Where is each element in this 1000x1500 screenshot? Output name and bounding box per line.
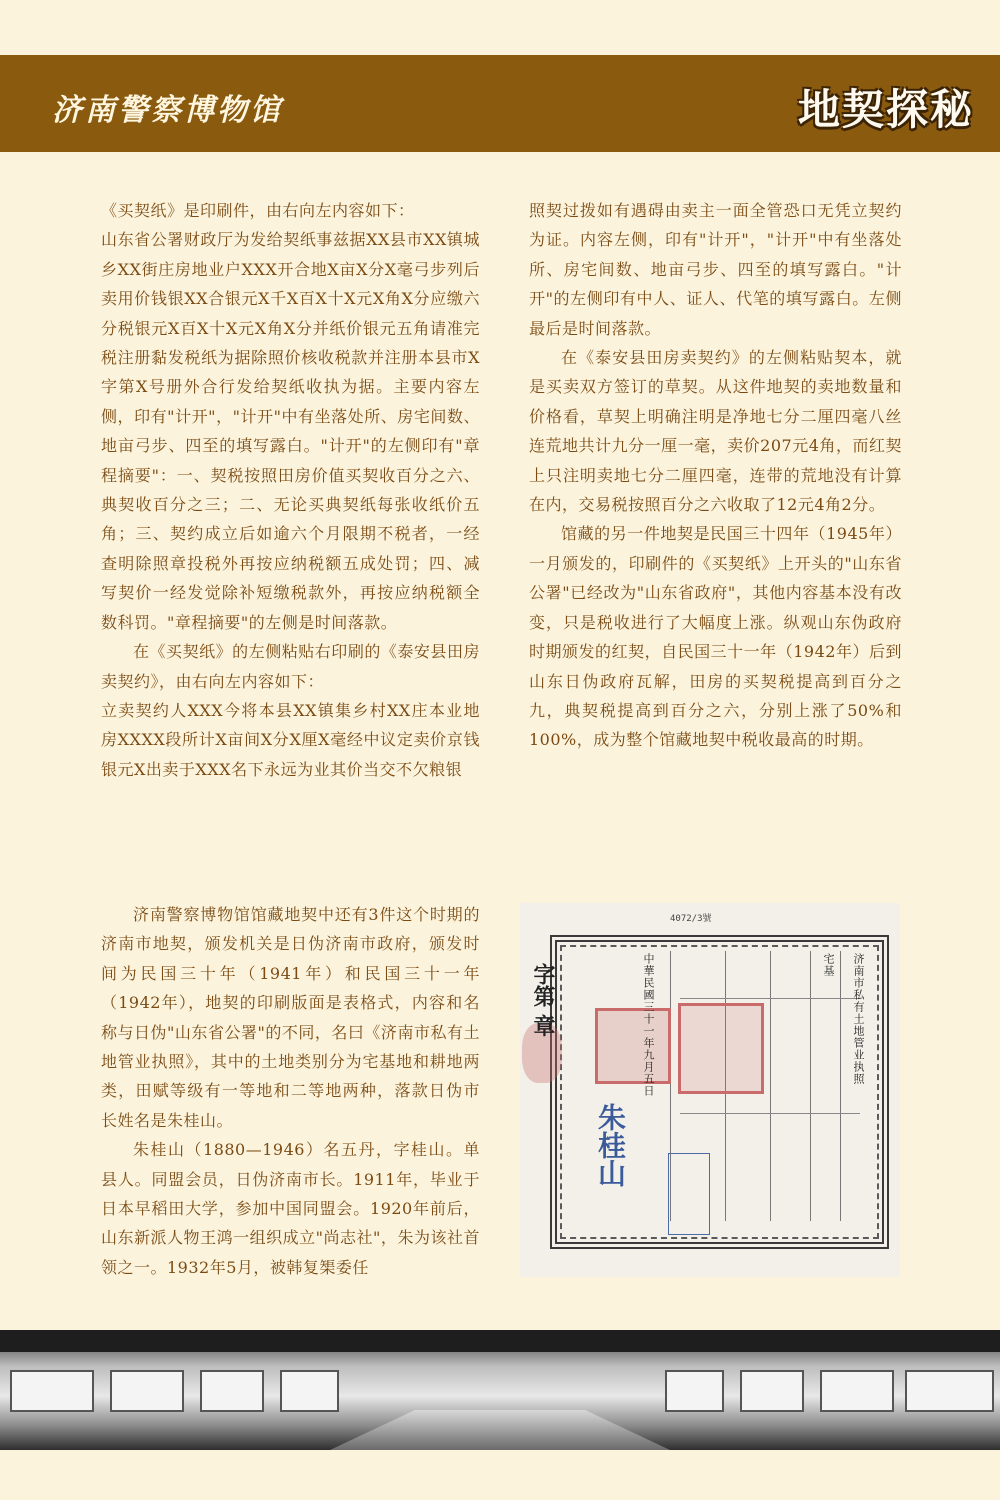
paragraph: 山东省公署财政厅为发给契纸事兹据XX县市XX镇城乡XX街庄房地业户XXX开合地X亩X分X毫弓步列后卖用价钱银XX合银元X千X百X十X元X角X分应缴六分税银元X百X十X元X角X分并纸价银元五角请准完税注册黏发税纸为据除照价核收税款并注册本县市X字第X号册外合行发给契纸收执为据。主要内容左侧，印有"计开"，"计开"中有坐落处所、房宅间数、地亩弓步、四至的填写露白。"计开"的左侧印有"章程摘要"：一、契税按照田房价值买契收百分之六、典契收百分之三；二、无论买典契纸每张收纸价五角；三、契约成立后如逾六个月限期不税者，一经查明除照章投税外再按应纳税额五成处罚；四、减写契价一经发觉除补短缴税款外，再按应纳税额全数科罚。"章程摘要"的左侧是时间落款。 <box>101 230 480 632</box>
exhibit-frame <box>280 1370 339 1412</box>
header-banner <box>0 55 1000 152</box>
section-tag: 地契探秘 <box>797 85 974 134</box>
paragraph: 在《买契纸》的左侧粘贴右印刷的《泰安县田房卖契约》，由右向左内容如下： <box>101 642 480 691</box>
text-column-left-bottom <box>101 900 480 1282</box>
exhibit-frame <box>820 1370 894 1412</box>
deed-title-column: 济南市私有土地管业执照 <box>852 953 865 1085</box>
red-square-seal <box>595 1008 671 1084</box>
deed-land-type: 宅基 <box>822 953 835 977</box>
deed-rule <box>680 998 860 999</box>
deed-rule <box>840 951 841 1221</box>
paragraph: 《买契纸》是印刷件，由右向左内容如下： <box>101 201 415 220</box>
deed-handwriting: 字第 章 <box>530 963 556 1037</box>
land-deed-photo <box>520 903 900 1277</box>
hall-ceiling <box>0 1330 1000 1352</box>
deed-rule <box>810 951 811 1221</box>
exhibit-frame <box>10 1370 94 1412</box>
red-square-seal <box>678 1003 764 1094</box>
mayor-seal-name: 朱桂山 <box>594 1103 627 1187</box>
blue-stamp <box>668 1153 710 1235</box>
exhibit-frame <box>740 1370 804 1412</box>
paragraph: 照契过拨如有遇碍由卖主一面全管恐口无凭立契约为证。内容左侧，印有"计开"，"计开"中有坐落处所、房宅间数、地亩弓步、四至的填写露白。"计开"的左侧印有中人、证人、代笔的填写露白。左侧最后是时间落款。 <box>529 201 902 338</box>
exhibition-hall-panorama <box>0 1330 1000 1450</box>
paragraph: 朱桂山（1880—1946）名五丹，字桂山。单县人。同盟会员，日伪济南市长。1911年，毕业于日本早稻田大学，参加中国同盟会。1920年前后，山东新派人物王鸿一组织成立"尚志社"，朱为该社首领之一。1932年5月，被韩复榘委任 <box>101 1140 480 1277</box>
deed-rule <box>680 1113 860 1114</box>
paragraph: 在《泰安县田房卖契约》的左侧粘贴契本，就是买卖双方签订的草契。从这件地契的卖地数量和价格看，草契上明确注明是净地七分二厘四毫八丝连荒地共计九分一厘一毫，卖价207元4角，而红契上只注明卖地七分二厘四毫，连带的荒地没有计算在内，交易税按照百分之六收取了12元4角2分。 <box>529 348 902 515</box>
paragraph: 济南警察博物馆馆藏地契中还有3件这个时期的济南市地契，颁发机关是日伪济南市政府，颁发时间为民国三十年（1941年）和民国三十一年（1942年），地契的印刷版面是表格式，内容和名称与日伪"山东省公署"的不同，名曰《济南市私有土地管业执照》，其中的土地类别分为宅基地和耕地两类，田赋等级有一等地和二等地两种，落款日伪市长姓名是朱桂山。 <box>101 905 480 1130</box>
text-column-left-top <box>101 196 480 784</box>
deed-serial: 4072/3號 <box>670 914 712 924</box>
deed-rule <box>770 951 771 1221</box>
deed-date-column: 中華民國三十一年九月五日 <box>642 953 655 1097</box>
exhibit-frame <box>110 1370 184 1412</box>
exhibit-frame <box>665 1370 724 1412</box>
exhibit-frame <box>200 1370 264 1412</box>
hall-floor <box>330 1410 670 1450</box>
paragraph: 立卖契约人XXX今将本县XX镇集乡村XX庄本业地房XXXX段所计X亩间X分X厘X毫经中议定卖价京钱银元X出卖于XXX名下永远为业其价当交不欠粮银 <box>101 700 480 779</box>
text-column-right-top <box>529 196 902 755</box>
museum-title: 济南警察博物馆 <box>52 93 283 128</box>
exhibit-frame <box>905 1370 994 1412</box>
paragraph: 馆藏的另一件地契是民国三十四年（1945年）一月颁发的，印刷件的《买契纸》上开头的"山东省公署"已经改为"山东省政府"，其他内容基本没有改变，只是税收进行了大幅度上涨。纵观山东伪政府时期颁发的红契，自民国三十一年（1942年）后到山东日伪政府瓦解，田房的买契税提高到百分之九，典契税提高到百分之六，分别上涨了50%和100%，成为整个馆藏地契中税收最高的时期。 <box>529 524 902 750</box>
